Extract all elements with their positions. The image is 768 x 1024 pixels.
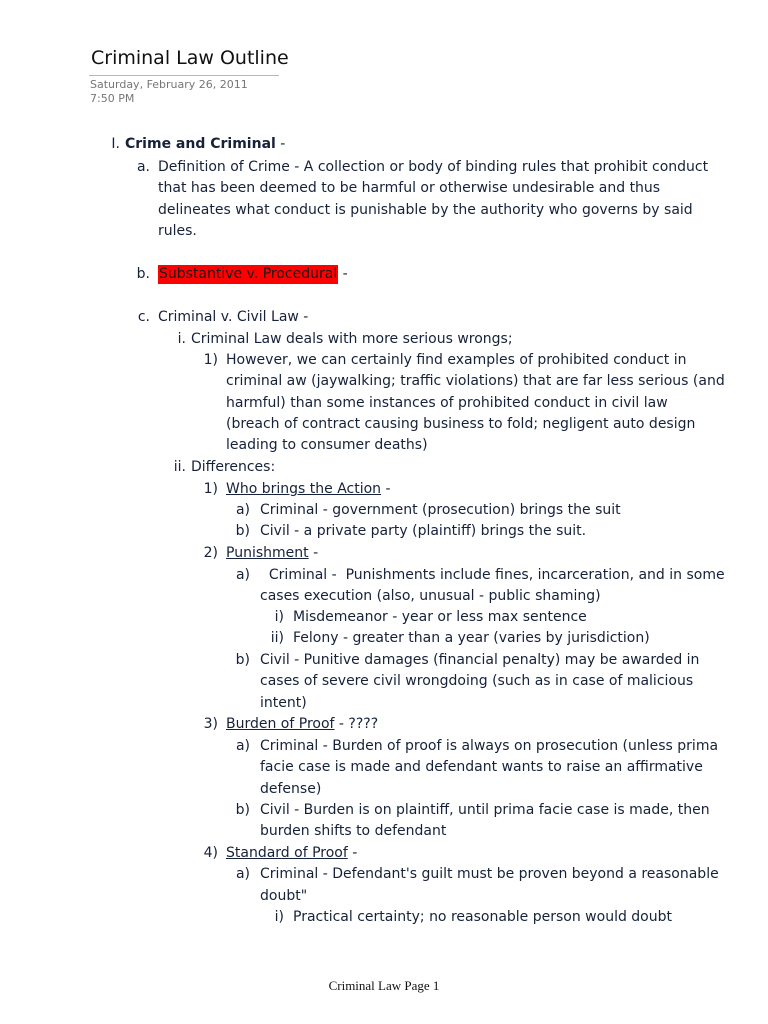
outline-marker-c-ii: ii.	[173, 459, 186, 475]
outline-item-c: Criminal v. Civil Law -	[158, 309, 309, 325]
outline-suffix-d1: -	[381, 481, 391, 497]
outline-item-a-line-2: that has been deemed to be harmful or otherwise undesirable and thus	[158, 180, 661, 196]
outline-item-c-i-1-line-5: leading to consumer deaths)	[226, 437, 428, 453]
outline-item-d4-a-i: Practical certainty; no reasonable person would doubt	[293, 909, 672, 925]
outline-item-d1-b: Civil - a private party (plaintiff) brings the suit.	[260, 523, 587, 539]
outline-suffix-b: -	[338, 266, 348, 282]
outline-marker-c: c.	[137, 309, 150, 325]
outline-item-d2-b-line-1: Civil - Punitive damages (financial penalty) may be awarded in	[260, 652, 700, 668]
outline-item-d4	[226, 843, 357, 864]
outline-marker-d1-a: a)	[235, 502, 250, 518]
outline-suffix-d2: -	[308, 545, 319, 561]
outline-marker-d3-b: b)	[235, 802, 250, 818]
outline-item-c-i: Criminal Law deals with more serious wrongs;	[191, 331, 513, 347]
outline-item-a-line-3: delineates what conduct is punishable by the authority who governs by said	[158, 202, 693, 218]
page-footer: Criminal Law Page 1	[328, 978, 440, 993]
outline-heading-d3: Burden of Proof	[226, 716, 335, 732]
title-divider	[89, 75, 279, 76]
outline-marker-d2: 2)	[203, 545, 218, 561]
outline-marker-d3-a: a)	[235, 738, 250, 754]
highlighted-text: Substantive v. Procedural	[159, 266, 338, 282]
outline-item-I	[125, 134, 285, 155]
outline-item-c-ii: Differences:	[191, 459, 276, 475]
outline-marker-b: b.	[136, 266, 150, 282]
outline-marker-c-i: i.	[177, 331, 186, 347]
outline-marker-d1-b: b)	[235, 523, 250, 539]
outline-marker-d4: 4)	[203, 845, 218, 861]
outline-item-d3	[226, 714, 378, 735]
outline-suffix-I: -	[275, 136, 286, 152]
outline-heading-d4: Standard of Proof	[226, 845, 348, 861]
outline-item-d3-a-line-1: Criminal - Burden of proof is always on prosecution (unless prima	[260, 738, 719, 754]
outline-heading-I: Crime and Criminal	[125, 136, 276, 152]
outline-marker-d2-b: b)	[235, 652, 250, 668]
outline-item-d4-a-line-1: Criminal - Defendant's guilt must be proven beyond a reasonable	[260, 866, 719, 882]
outline-item-d1	[226, 479, 391, 500]
outline-heading-d1: Who brings the Action	[226, 481, 382, 497]
outline-item-c-i-1-line-4: (breach of contract causing business to fold; negligent auto design	[226, 416, 696, 432]
outline-item-d1-a: Criminal - government (prosecution) brings the suit	[260, 502, 621, 518]
outline-marker-d4-a-i: i)	[274, 909, 284, 925]
outline-item-d4-a-line-2: doubt"	[260, 888, 308, 904]
outline-item-d2-a-i: Misdemeanor - year or less max sentence	[293, 609, 587, 625]
outline-suffix-d4: -	[347, 845, 358, 861]
outline-marker-d2-a-i: i)	[274, 609, 284, 625]
outline-marker-d2-a: a)	[235, 567, 250, 583]
outline-item-d3-a-line-3: defense)	[260, 781, 322, 797]
outline-item-c-i-1-line-3: harmful) than some instances of prohibited conduct in civil law	[226, 395, 668, 411]
outline-item-d2-a-line-2: cases execution (also, unusual - public shaming)	[260, 588, 601, 604]
outline-item-d2-b-line-2: cases of severe civil wrongdoing (such as in case of malicious	[260, 673, 694, 689]
outline-item-d2-b-line-3: intent)	[260, 695, 307, 711]
outline-item-d2	[226, 543, 318, 564]
outline-item-a-line-1: Definition of Crime - A collection or body of binding rules that prohibit conduct	[158, 159, 709, 175]
outline-item-d3-a-line-2: facie case is made and defendant wants to raise an affirmative	[260, 759, 703, 775]
outline-item-d3-b-line-2: burden shifts to defendant	[260, 823, 447, 839]
outline-item-a-line-4: rules.	[158, 223, 197, 239]
outline-item-d2-a-line-1: Criminal - Punishments include fines, incarceration, and in some	[260, 567, 725, 583]
outline-marker-d3: 3)	[203, 716, 218, 732]
outline-item-c-i-1-line-1: However, we can certainly find examples of prohibited conduct in	[226, 352, 687, 368]
page-time: 7:50 PM	[90, 92, 135, 105]
outline-item-d2-a-ii: Felony - greater than a year (varies by jurisdiction)	[293, 630, 650, 646]
outline-marker-d1: 1)	[203, 481, 218, 497]
outline-marker-d2-a-ii: ii)	[270, 630, 284, 646]
outline-suffix-d3: - ????	[334, 716, 379, 732]
outline-marker-I: I.	[111, 136, 120, 152]
outline-item-d3-b-line-1: Civil - Burden is on plaintiff, until prima facie case is made, then	[260, 802, 710, 818]
outline-marker-a: a.	[136, 159, 150, 175]
outline-marker-d4-a: a)	[235, 866, 250, 882]
outline-heading-d2: Punishment	[226, 545, 309, 561]
outline-item-b	[158, 264, 348, 285]
outline-marker-c-i-1: 1)	[203, 352, 218, 368]
page-date: Saturday, February 26, 2011	[90, 78, 248, 91]
page-title: Criminal Law Outline	[91, 47, 289, 69]
outline-item-c-i-1-line-2: criminal aw (jaywalking; traffic violations) that are far less serious (and	[226, 373, 725, 389]
